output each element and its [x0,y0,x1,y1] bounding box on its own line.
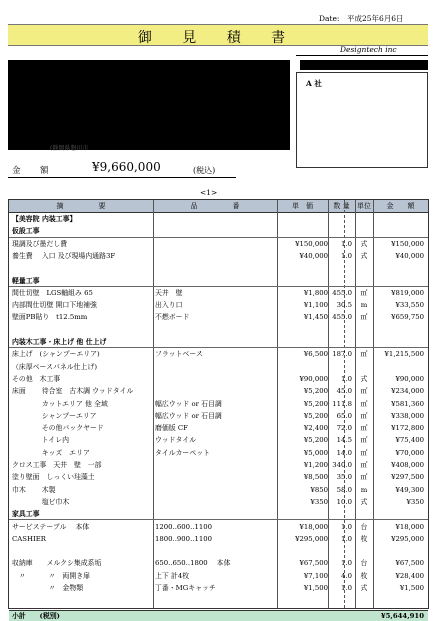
cell-unit-price: ¥5,200 [303,387,328,396]
cell-unit: 台 [360,559,368,568]
cell-unit: ㎡ [360,313,368,322]
cell-item-number: ウッドタイル [155,436,197,445]
table-row [9,571,428,581]
cell-quantity: 4.0 [341,571,352,580]
table-row [9,448,428,458]
amount-label: 額 [40,166,49,176]
cell-quantity: 1.0 [341,584,352,592]
cell-amount: ¥40,000 [395,251,424,260]
cell-unit-price: ¥40,000 [299,251,328,260]
cell-description: 床上げ (シャンプーエリア) [12,350,100,359]
cell-unit-price: ¥1,200 [303,461,328,469]
table-row [9,288,428,298]
cell-item-number: 不燃ボード [155,313,190,322]
subtotal-amount: ¥5,644,910 [380,611,424,620]
cell-unit: ㎡ [360,473,368,482]
table-row [9,362,428,372]
table-row [9,214,428,224]
cell-quantity: 1.0 [341,374,352,383]
table-row [9,263,428,273]
cell-amount: ¥67,500 [395,559,424,568]
cell-quantity: 1.0 [341,522,352,531]
cell-amount: ¥338,000 [391,411,424,420]
header-item-number: 品 番 [190,202,240,210]
address-text: (静岡県磐田市 [50,145,89,152]
cell-amount: ¥172,800 [391,424,424,433]
amount-underline [8,177,236,178]
table-row [9,399,428,409]
date-label: Date: 平成25年6月6日 [319,14,404,23]
cell-unit: ㎡ [360,288,368,297]
cell-quantity: 45.0 [336,387,352,396]
subtotal-row [9,610,428,621]
cell-unit: 式 [360,239,368,248]
cell-description: 軽量工事 [12,276,40,285]
cell-amount: ¥18,000 [395,522,424,531]
table-row [9,522,428,532]
cell-description: 〃 〃 両開き扉 [12,571,90,580]
table-row [9,325,428,335]
cell-amount: ¥408,000 [391,461,424,469]
table-header [9,200,428,213]
cell-quantity: 1.0 [341,251,352,260]
table-row [9,312,428,322]
table-row [9,595,428,605]
cell-item-number: フラットベース [155,350,203,359]
cell-description: 〃 金物類 [12,584,84,592]
cell-item-number: 磨価版 CF [155,424,188,433]
cell-description: 収納庫 メルクシ集成系垢 [12,559,102,568]
cell-quantity: 14.0 [336,448,352,457]
cell-unit: ㎡ [360,448,368,457]
cell-amount: ¥33,550 [395,301,424,310]
cell-amount: ¥295,000 [391,534,424,543]
cell-amount: ¥819,000 [391,288,424,297]
header-amount: 金 額 [386,202,415,210]
table-row [9,534,428,544]
table-row [9,337,428,348]
cell-item-number: 1800..900..1100 [155,534,212,543]
cell-item-number: 650..650..1800 本体 [155,559,231,568]
cell-description: トイレ内 [12,436,69,445]
cell-unit: 枚 [360,534,368,543]
cell-amount: ¥28,400 [395,571,424,580]
cell-amount: ¥70,000 [395,448,424,457]
table-row [9,300,428,310]
cell-description: 仮設工事 [12,227,40,236]
table-row [9,276,428,287]
table-row [9,485,428,495]
cell-description: （床厚ベースパネル仕上げ) [12,362,98,371]
cell-amount: ¥150,000 [391,239,424,248]
cell-unit-price: ¥90,000 [299,374,328,383]
cell-unit-price: ¥6,500 [303,350,328,359]
estimate-table [8,199,429,620]
cell-unit: ㎡ [360,424,368,433]
cell-quantity: 1.0 [341,559,352,568]
cell-unit-price: ¥850 [310,485,328,494]
cell-unit-price: ¥7,100 [303,571,328,580]
cell-description: 間仕切壁 LGS軸組み 65 [12,288,93,297]
cell-unit: ㎡ [360,411,368,420]
cell-unit-price: ¥18,000 [299,522,328,531]
cell-unit-price: ¥1,450 [303,313,328,322]
company-underline [296,55,428,56]
cell-quantity: 1.0 [341,534,352,543]
document-title: 御 見 積 書 [137,30,299,46]
header-unit-price: 単 価 [292,202,313,210]
table-row [9,411,428,421]
table-row [9,435,428,445]
cell-amount: ¥75,400 [395,436,424,445]
table-row [9,251,428,261]
cell-quantity: 455.0 [332,313,352,322]
cell-item-number: 丁番・MGキャッチ [155,584,216,592]
cell-unit-price: ¥67,500 [299,559,328,568]
cell-item-number: 幅広ウッド or 石目調 [155,411,222,420]
cell-quantity: 187.0 [332,350,352,359]
cell-amount: ¥581,360 [391,399,424,408]
table-row [9,386,428,396]
cell-description: 家具工事 [12,510,40,519]
cell-quantity: 58.0 [336,485,352,494]
cell-amount: ¥350 [406,497,424,506]
cell-amount: ¥234,000 [391,387,424,396]
cell-amount: ¥659,750 [391,313,424,322]
cell-description: 塩ビ巾木 [12,497,70,506]
cell-unit-price: ¥150,000 [295,239,328,248]
cell-unit: 式 [360,251,368,260]
table-row [9,497,428,507]
cell-amount: ¥1,500 [399,584,424,592]
table-row [9,374,428,384]
header-unit: 単位 [357,202,371,210]
cell-unit: ㎡ [360,350,368,359]
cell-quantity: 1.0 [341,239,352,248]
cell-unit-price: ¥350 [310,497,328,506]
redaction-block [300,60,428,70]
cell-description: 床面 待合室 古木調 ウッドタイル [12,387,134,396]
tax-note: (税込) [193,166,216,175]
company-name: Designtech inc [340,45,397,54]
table-row [9,226,428,237]
cell-description: 内装木工事・床上げ 他 仕上げ [12,338,107,346]
table-row [9,460,428,470]
cell-quantity: 340.0 [332,461,352,469]
cell-unit-price: ¥5,200 [303,399,328,408]
cell-quantity: 111.8 [332,399,352,408]
table-row [9,546,428,556]
cell-description: クロス工事 天井 壁 一部 [12,461,102,469]
subtotal-label: 小計 (税別) [12,611,60,620]
cell-amount: ¥49,300 [395,485,424,494]
cell-amount: ¥1,215,500 [384,350,424,359]
cell-quantity: 30.5 [336,301,352,310]
client-name: A 社 [306,79,322,88]
cell-description: カットエリア 他 全域 [12,399,108,408]
amount-label: 金 [12,166,21,176]
cell-item-number: 1200..600..1100 [155,522,212,531]
cell-description: 壁面PB貼り t12.5mm [12,313,88,322]
cell-description: キッズ エリア [12,448,90,457]
cell-quantity: 72.0 [336,424,352,433]
table-row [9,558,428,568]
total-amount: ¥9,660,000 [92,160,161,174]
cell-item-number: 天井 壁 [155,288,183,297]
cell-unit: 枚 [360,571,368,580]
cell-description: その他 木工事 [12,374,61,383]
cell-description: 塗り壁面 しっくい珪藻土 [12,473,95,482]
cell-unit: ㎡ [360,461,368,469]
cell-unit: m [360,301,368,310]
cell-quantity: 14.5 [336,436,352,445]
cell-unit-price: ¥1,100 [303,301,328,310]
cell-unit-price: ¥5,200 [303,436,328,445]
table-row [9,583,428,593]
title-bar [8,24,428,46]
cell-description: 養生費 入口 及び現場内通路3F [12,251,116,260]
cell-unit-price: ¥1,800 [303,288,328,297]
redaction-block [8,60,290,150]
table-row [9,239,428,249]
cell-item-number: 出入り口 [155,301,183,310]
cell-description: その他バックヤード [12,424,104,433]
cell-unit: 式 [360,374,368,383]
cell-unit: ㎡ [360,387,368,396]
cell-unit: ㎡ [360,399,368,408]
table-row [9,472,428,482]
cell-item-number: 上下 計4枚 [155,571,190,580]
cell-description: 内部間仕切壁 開口下地補強 [12,301,97,310]
cell-unit: ㎡ [360,436,368,445]
cell-amount: ¥297,500 [391,473,424,482]
cell-description: 巾木 木製 [12,485,56,494]
cell-description: 【美容院 内装工事】 [12,215,77,223]
cell-unit-price: ¥5,000 [303,448,328,457]
cell-description: 現調及び墨だし費 [12,239,68,248]
cell-unit: 式 [360,497,368,506]
cell-quantity: 65.0 [336,411,352,420]
cell-unit-price: ¥2,400 [303,424,328,433]
cell-unit: 台 [360,522,368,531]
cell-description: サービステーブル 本体 [12,522,90,531]
cell-unit: 式 [360,584,368,592]
page-number: <1> [200,188,218,197]
cell-amount: ¥90,000 [395,374,424,383]
cell-quantity: 10.0 [336,497,352,506]
cell-unit-price: ¥295,000 [295,534,328,543]
cell-item-number: タイルカーペット [155,448,210,457]
cell-description: CASHIER [12,534,46,543]
cell-unit-price: ¥5,200 [303,411,328,420]
cell-unit: m [360,485,368,494]
header-quantity: 数 量 [333,202,350,210]
cell-unit-price: ¥8,500 [303,473,328,482]
header-description: 摘 要 [56,202,106,210]
table-row [9,509,428,520]
table-row [9,423,428,433]
cell-description: シャンプーエリア [12,411,97,420]
cell-item-number: 幅広ウッド or 石目調 [155,399,222,408]
cell-unit-price: ¥1,500 [303,584,328,592]
table-row [9,349,428,359]
cell-quantity: 455.0 [332,288,352,297]
cell-quantity: 35.0 [336,473,352,482]
